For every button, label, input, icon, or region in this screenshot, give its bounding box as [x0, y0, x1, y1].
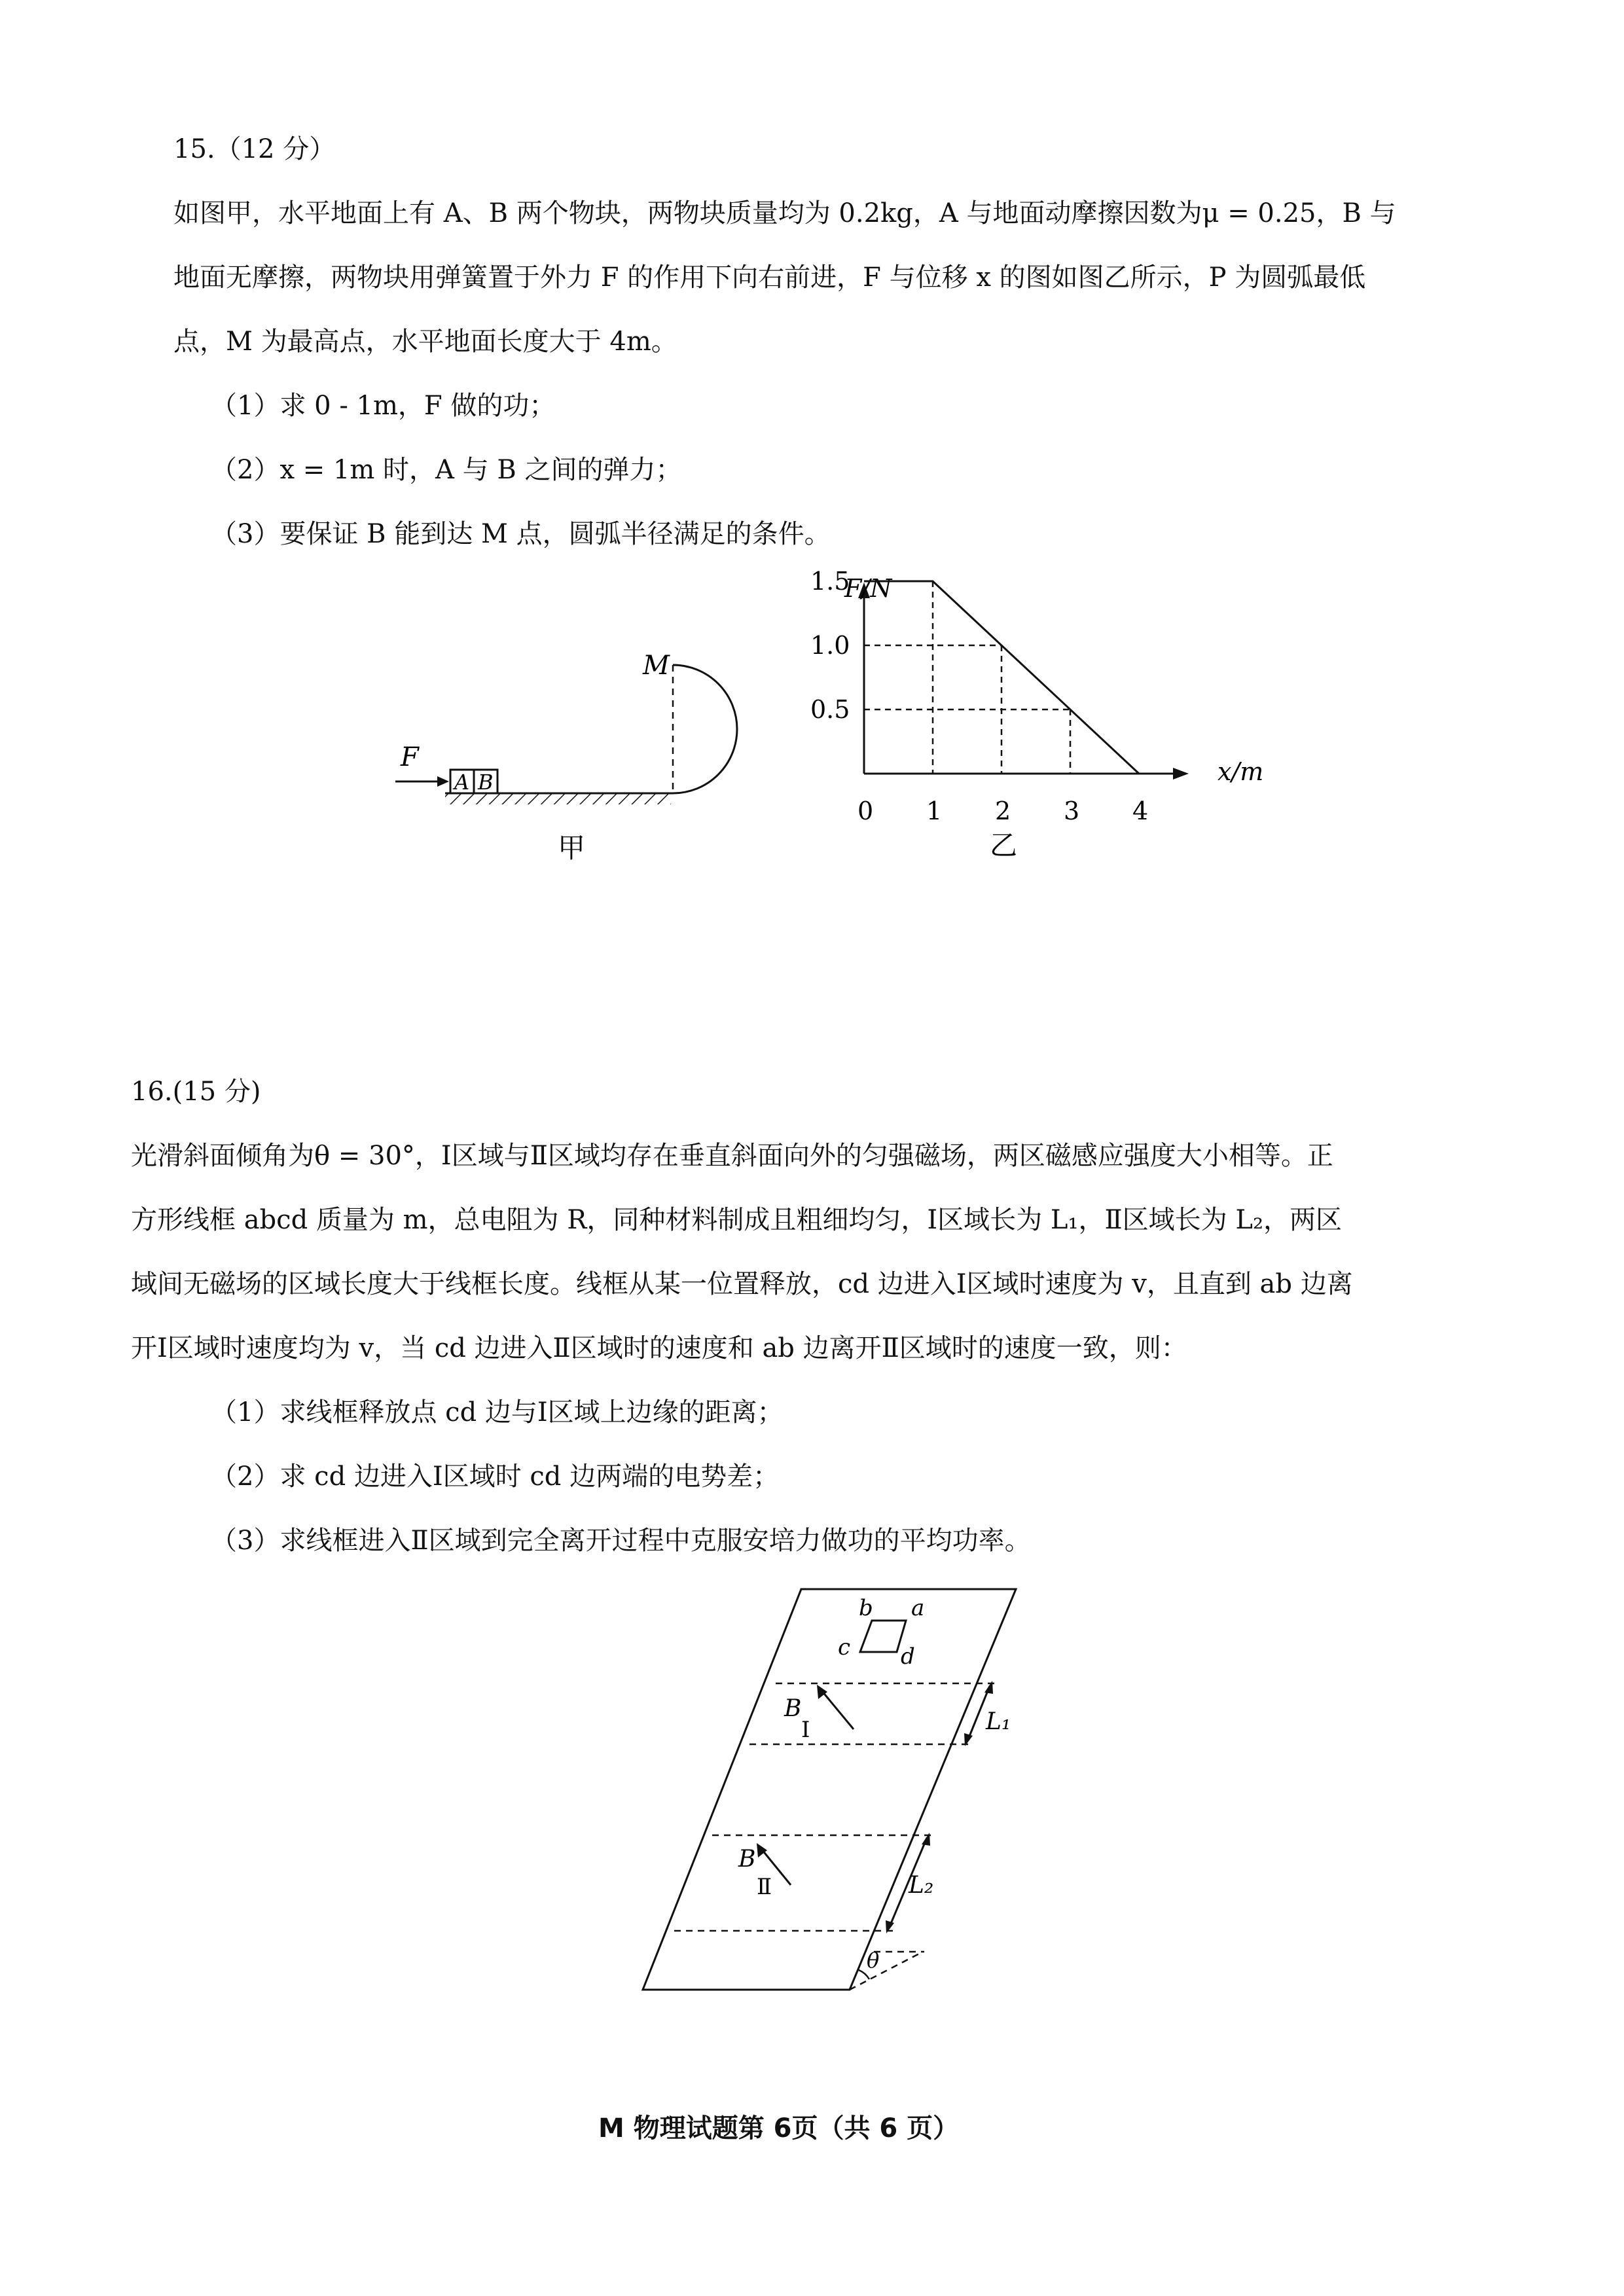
ground-hatch: [445, 794, 671, 804]
q16-intro-line-1: 光滑斜面倾角为θ = 30°，Ⅰ区域与Ⅱ区域均存在垂直斜面向外的匀强磁场，两区磁感应强度大小相等。正: [131, 1141, 1333, 1171]
q16-heading: 16.(15 分): [131, 1077, 261, 1107]
incline-plane: [643, 1589, 1016, 1990]
field-arrow-1: [822, 1691, 854, 1729]
q16-intro-line-3: 域间无磁场的区域长度大于线框长度。线框从某一位置释放，cd 边进入Ⅰ区域时速度为 v，且直到 ab 边离: [131, 1269, 1353, 1299]
q15-figure-jia: [386, 609, 753, 870]
label-theta: θ: [867, 1948, 880, 1973]
x-tick-label-0: 0: [857, 797, 874, 825]
label-l1: L₁: [986, 1708, 1011, 1735]
q16-subquestion-2: （2）求 cd 边进入Ⅰ区域时 cd 边两端的电势差；: [211, 1462, 780, 1492]
label-region-2: Ⅱ: [757, 1874, 772, 1900]
force-arrowhead: [437, 776, 449, 787]
q15-subquestion-3: （3）要保证 B 能到达 M 点，圆弧半径满足的条件。: [211, 519, 831, 549]
arc-track: [673, 665, 737, 793]
q16-intro-line-2: 方形线框 abcd 质量为 m，总电阻为 R，同种材料制成且粗细均匀，Ⅰ区域长为 L₁，Ⅱ区域长为 L₂，两区: [131, 1205, 1342, 1235]
caption-yi: 乙: [990, 829, 1018, 861]
x-tick-label-2: 2: [995, 797, 1011, 825]
label-f: F: [401, 742, 419, 772]
caption-jia: 甲: [558, 832, 586, 864]
q16-subquestion-3: （3）求线框进入Ⅱ区域到完全离开过程中克服安培力做功的平均功率。: [211, 1526, 1031, 1556]
y-tick-label-1.5: 1.5: [810, 569, 850, 596]
label-l2: L₂: [909, 1872, 934, 1899]
label-a: a: [911, 1595, 925, 1621]
y-tick-label-0.5: 0.5: [810, 695, 850, 724]
label-b: b: [859, 1595, 873, 1621]
label-b-field-2: B: [738, 1846, 756, 1873]
label-region-1: Ⅰ: [801, 1717, 810, 1743]
q15-subquestion-1: （1）求 0 - 1m，F 做的功；: [211, 391, 556, 421]
y-axis-label: F/N: [844, 574, 892, 603]
q16-incline-figure: [628, 1577, 1047, 1996]
x-axis-label: x/m: [1218, 757, 1264, 786]
label-b: B: [478, 770, 494, 795]
x-tick-label-4: 4: [1132, 797, 1149, 825]
q15-figure-yi: [805, 569, 1276, 870]
label-d: d: [901, 1643, 915, 1670]
q16-intro-line-4: 开Ⅰ区域时速度均为 v，当 cd 边进入Ⅱ区域时的速度和 ab 边离开Ⅱ区域时的速度一致，则：: [131, 1333, 1187, 1363]
square-loop: [860, 1621, 906, 1652]
q16-subquestion-1: （1）求线框释放点 cd 边与Ⅰ区域上边缘的距离；: [211, 1397, 784, 1427]
label-b-field-1: B: [784, 1695, 802, 1722]
y-tick-label-1.0: 1.0: [810, 631, 850, 660]
page-footer: M 物理试题第 6页（共 6 页）: [598, 2113, 960, 2144]
q15-subquestion-2: （2）x = 1m 时，A 与 B 之间的弹力；: [211, 455, 682, 485]
label-a: A: [454, 770, 470, 795]
x-tick-label-3: 3: [1064, 797, 1080, 825]
f-x-chart: [810, 569, 1263, 825]
q15-intro-line-1: 如图甲，水平地面上有 A、B 两个物块，两物块质量均为 0.2kg，A 与地面动摩擦因数为μ = 0.25，B 与: [173, 198, 1396, 228]
x-tick-label-1: 1: [926, 797, 943, 825]
label-m: M: [643, 651, 670, 681]
q15-intro-line-2: 地面无摩擦，两物块用弹簧置于外力 F 的作用下向右前进，F 与位移 x 的图如图乙所示，P 为圆弧最低: [173, 262, 1366, 293]
l1-arrow-bottom: [964, 1733, 973, 1746]
x-axis-arrow: [1173, 768, 1189, 780]
label-c: c: [838, 1634, 851, 1660]
q15-heading: 15.（12 分）: [173, 134, 336, 164]
q15-intro-line-3: 点，M 为最高点，水平地面长度大于 4m。: [173, 327, 677, 357]
